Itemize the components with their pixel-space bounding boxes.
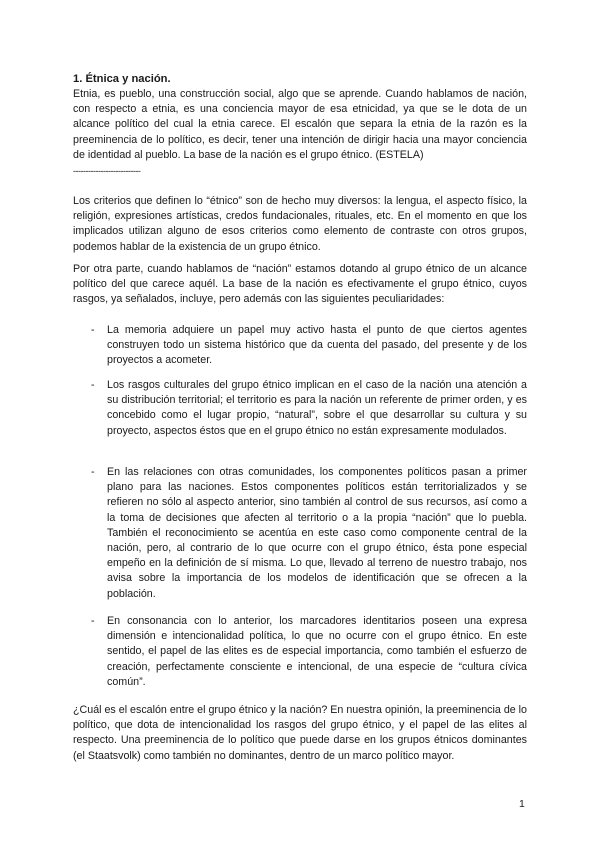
bullet-text: En las relaciones con otras comunidades, los componentes políticos pasan a primer plano para las naciones. Estos componentes políticos están territorializados y se refieren no sólo al aspecto anterior, sino también al control de sus recursos, así como a la toma de decisiones que afecten al territorio o a la propia “nación” que lo puebla. También el reconocimiento se acentúa en este caso como componente central de la nación, pero, al contrario de lo que ocurre con el grupo étnico, ésta pone especial empeño en la definición de sí misma. Lo que, llevado al terreno de nuestro trabajo, nos avisa sobre la importancia de los modelos de identificación que se ofrecen a la población. [107, 466, 527, 600]
bullet-marker: - [91, 379, 95, 391]
list-item [91, 378, 527, 439]
section-heading: 1. Étnica y nación. [73, 73, 171, 85]
separator-line: --------------------------- [73, 166, 141, 176]
paragraph-criteria: Los criterios que definen lo “étnico” son de hecho muy diversos: la lengua, el aspecto físico, la religión, expresiones artísticas, credos fundacionales, rituales, etc. En el momento en que los implicados utilizan alguno de esos criterios como elemento de contraste con otros grupos, podemos hablar de la existencia de un grupo étnico. [73, 195, 527, 253]
intro-paragraph: Etnia, es pueblo, una construcción social, algo que se aprende. Cuando hablamos de nación, con respecto a etnia, es una conciencia mayor de esa etnicidad, ya que se le dota de un alcance político del cual la etnia carece. El escalón que separa la etnia de la razón es la preeminencia de lo político, es decir, tener una intención de dirigir hacia una mayor conciencia de identidad al pueblo. La base de la nación es el grupo étnico. (ESTELA) [73, 88, 527, 161]
bullet-text: Los rasgos culturales del grupo étnico implican en el caso de la nación una atención a su distribución territorial; el territorio es para la nación un referente de primer orden, y es concebido como el lugar propio, “natural”, sobre el que desarrollar su cultura y su proyecto, aspectos éstos que en el grupo étnico no están expresamente modulados. [107, 379, 527, 437]
list-item [91, 614, 527, 690]
paragraph-nation: Por otra parte, cuando hablamos de “nación” estamos dotando al grupo étnico de un alcance político del que carece aquél. La base de la nación es efectivamente el grupo étnico, cuyos rasgos, ya señalados, incluye, pero además con las siguientes peculiaridades: [73, 263, 527, 306]
bullet-marker: - [91, 324, 95, 336]
paragraph-conclusion: ¿Cuál es el escalón entre el grupo étnico y la nación? En nuestra opinión, la preeminencia de lo político, que dota de intencionalidad los rasgos del grupo étnico, y el papel de las elites al respecto. Una preeminencia de lo político que puede darse en los grupos étnicos dominantes (el Staatsvolk) como también no dominantes, dentro de un marco político mayor. [73, 704, 527, 762]
bullet-marker: - [91, 466, 95, 478]
bullet-text: La memoria adquiere un papel muy activo hasta el punto de que ciertos agentes construyen todo un sistema histórico que da cuenta del pasado, del presente y de los proyectos a acometer. [107, 324, 527, 367]
list-item [91, 323, 527, 369]
bullet-marker: - [91, 615, 95, 627]
bullet-text: En consonancia con lo anterior, los marcadores identitarios poseen una expresa dimensión e intencionalidad política, lo que no ocurre con el grupo étnico. En este sentido, el papel de las elites es de especial importancia, como también el esfuerzo de creación, perfectamente consciente e intencional, de una especie de “cultura cívica común”. [107, 615, 527, 688]
list-item [91, 465, 527, 602]
page-number: 1 [519, 798, 525, 810]
